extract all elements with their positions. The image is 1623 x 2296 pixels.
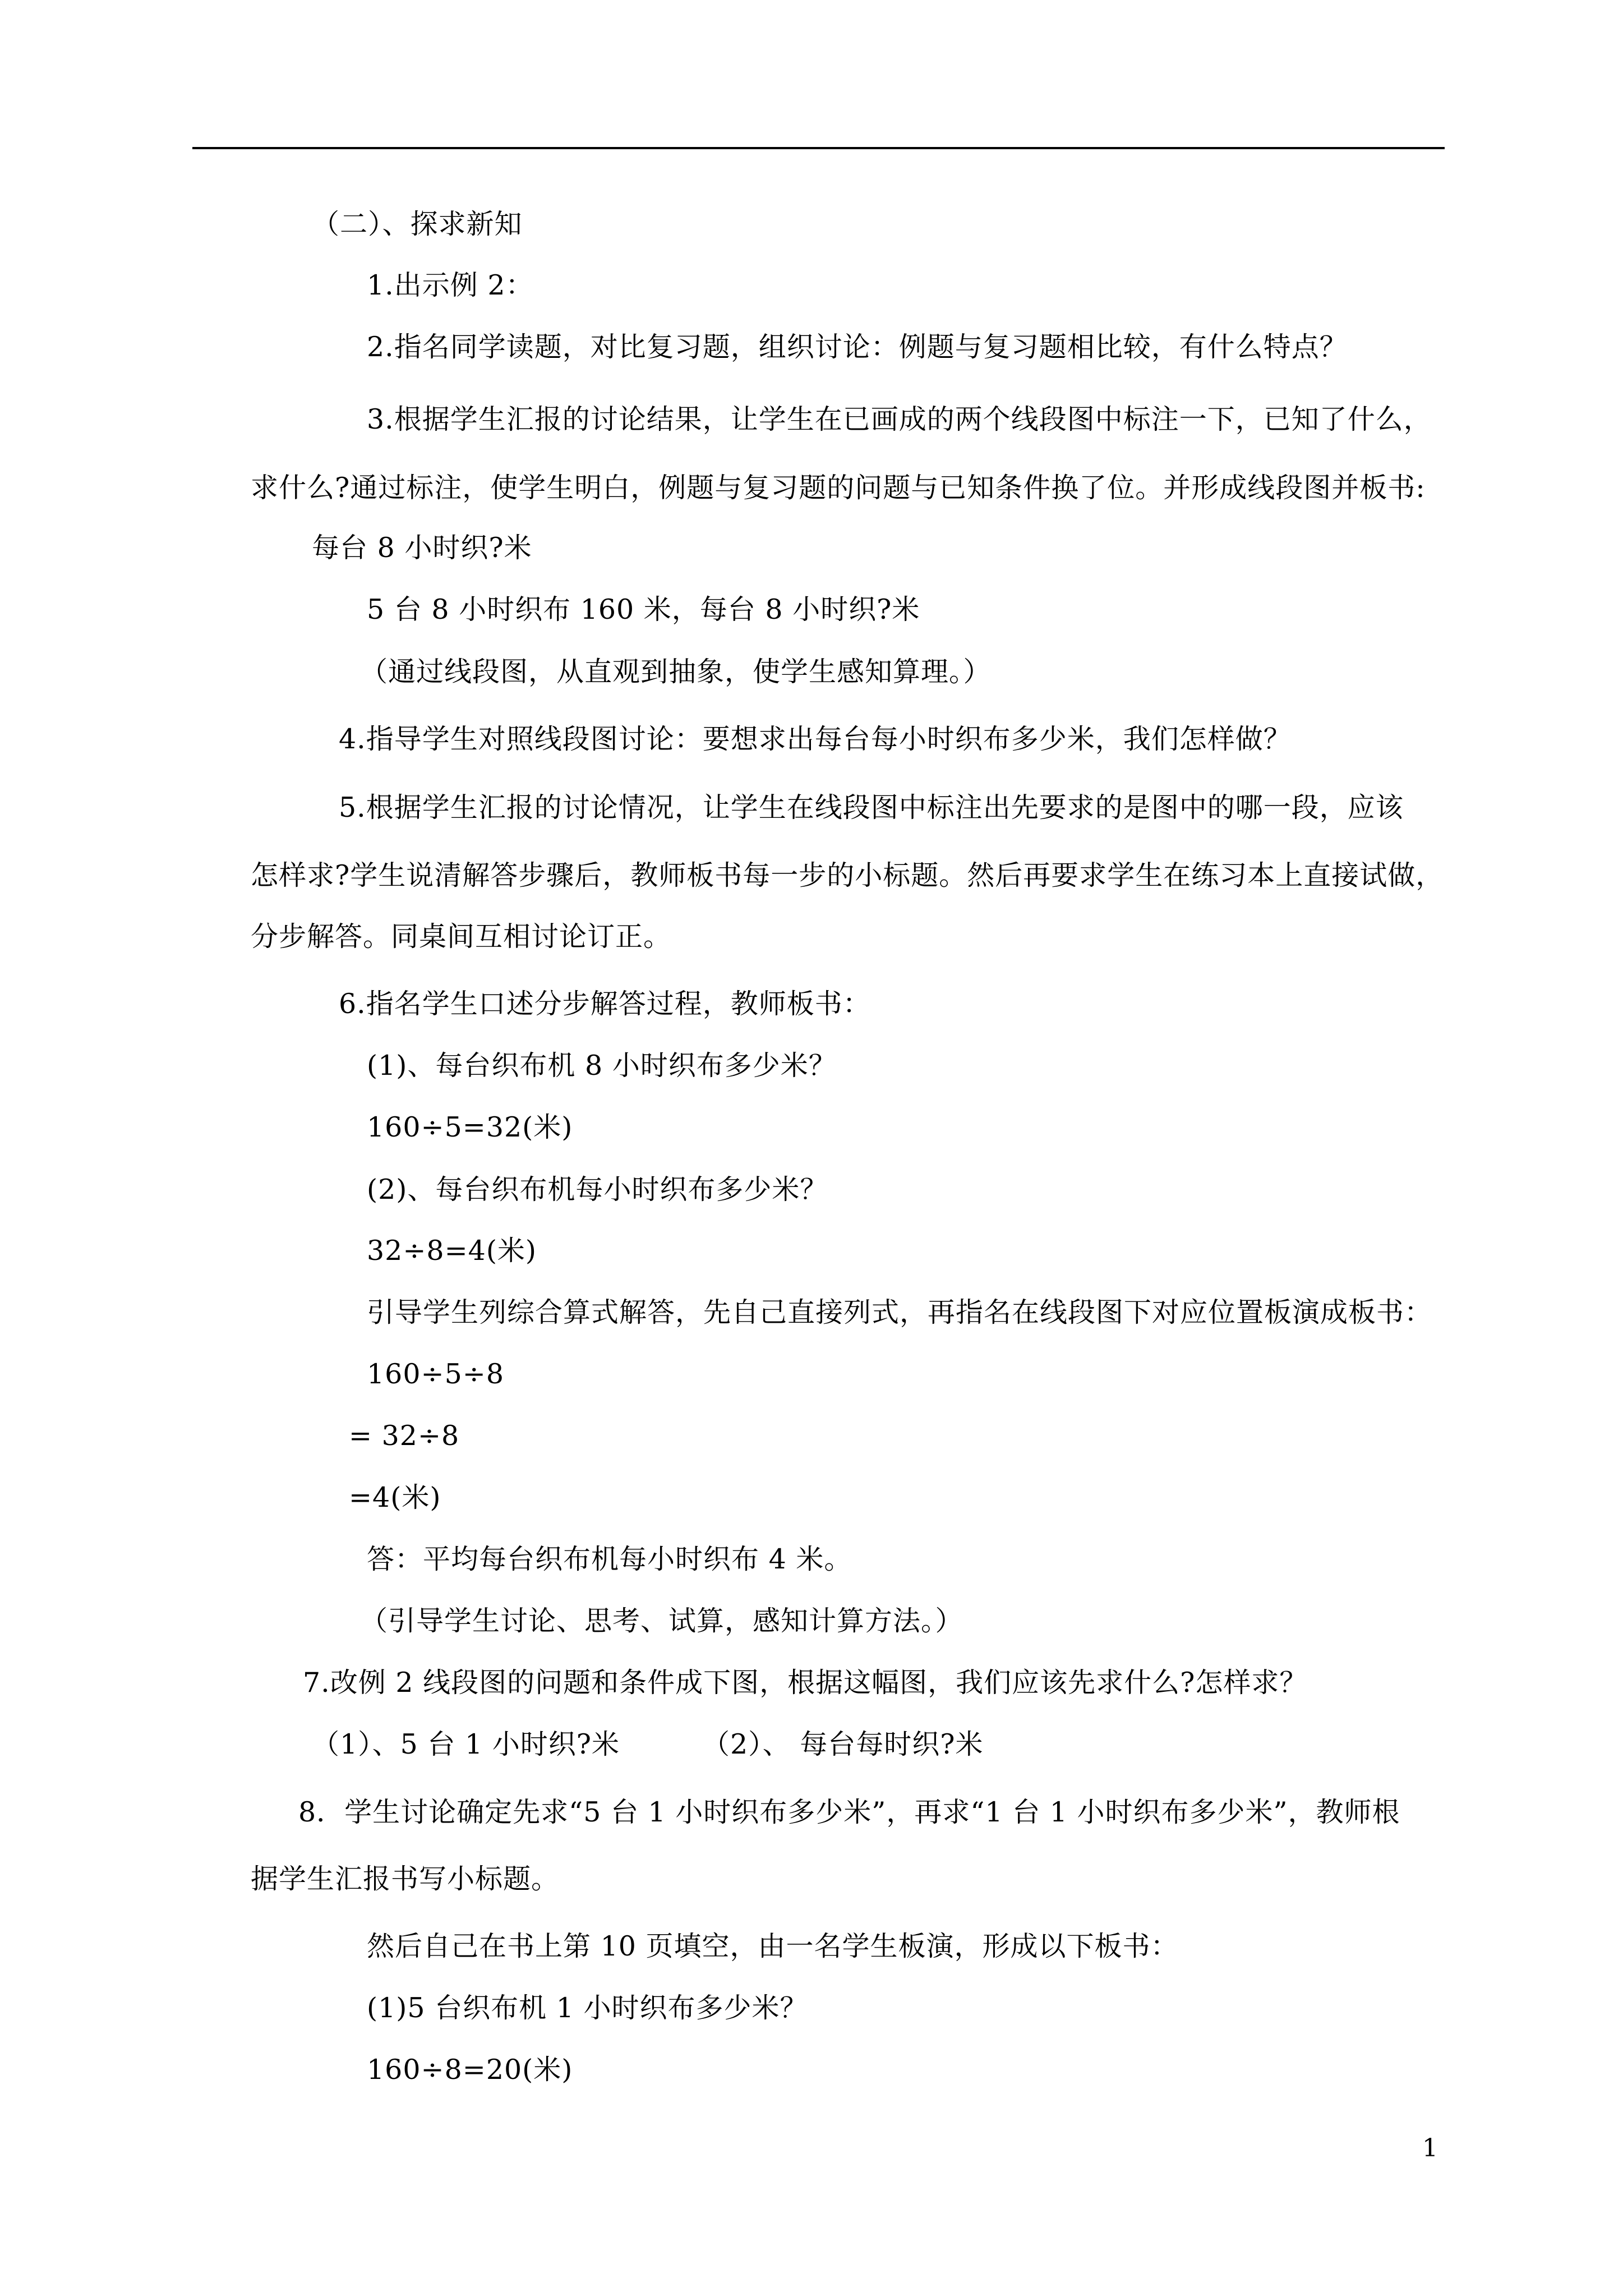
paragraph-line: 2.指名同学读题，对比复习题，组织讨论：例题与复习题相比较，有什么特点？: [367, 331, 1348, 363]
formula-line: =4(米): [349, 1481, 441, 1513]
formula-line: 160÷8=20(米): [367, 2054, 573, 2086]
paragraph-line: （引导学生讨论、思考、试算，感知计算方法。）: [360, 1605, 963, 1637]
paragraph-line: 3.根据学生汇报的讨论结果，让学生在已画成的两个线段图中标注一下，已知了什么，: [367, 403, 1432, 435]
paragraph-line: 据学生汇报书写小标题。: [251, 1863, 560, 1895]
page-number: 1: [1422, 2134, 1438, 2162]
paragraph-line: (1)、每台织布机 8 小时织布多少米？: [367, 1050, 837, 1082]
paragraph-line: 分步解答。同桌间互相讨论订正。: [251, 921, 672, 953]
paragraph-line: 7.改例 2 线段图的问题和条件成下图，根据这幅图，我们应该先求什么?怎样求？: [303, 1667, 1308, 1699]
answer-line: 答：平均每台织布机每小时织布 4 米。: [367, 1543, 852, 1575]
paragraph-line: 8．学生讨论确定先求“5 台 1 小时织布多少米”，再求“1 台 1 小时织布多少米”，教师根: [298, 1796, 1400, 1828]
section-heading: （二）、探求新知: [312, 208, 523, 240]
formula-line: 160÷5=32(米): [367, 1111, 573, 1143]
sub-question-1: （1）、5 台 1 小时织?米: [312, 1728, 620, 1760]
paragraph-line: 6.指名学生口述分步解答过程，教师板书：: [339, 988, 871, 1020]
paragraph-line: 5.根据学生汇报的讨论情况，让学生在线段图中标注出先要求的是图中的哪一段，应该: [339, 792, 1404, 823]
header-rule: [192, 147, 1445, 149]
formula-line: = 32÷8: [349, 1420, 460, 1452]
paragraph-line: (2)、每台织布机每小时织布多少米？: [367, 1174, 828, 1205]
paragraph-line: 引导学生列综合算式解答，先自己直接列式，再指名在线段图下对应位置板演成板书：: [367, 1296, 1433, 1328]
paragraph-line: 然后自己在书上第 10 页填空，由一名学生板演，形成以下板书：: [367, 1930, 1179, 1962]
paragraph-line: 5 台 8 小时织布 160 米，每台 8 小时织?米: [367, 593, 920, 625]
formula-line: 160÷5÷8: [367, 1358, 504, 1390]
paragraph-line: 求什么?通过标注，使学生明白，例题与复习题的问题与已知条件换了位。并形成线段图并板书:: [251, 472, 1426, 504]
paragraph-line: (1)5 台织布机 1 小时织布多少米？: [367, 1992, 808, 2024]
paragraph-line: 1.出示例 2：: [367, 269, 534, 301]
paragraph-line: 4.指导学生对照线段图讨论：要想求出每台每小时织布多少米，我们怎样做？: [339, 723, 1292, 755]
paragraph-line: （通过线段图，从直观到抽象，使学生感知算理。）: [360, 656, 992, 688]
paragraph-line: 每台 8 小时织?米: [312, 532, 532, 564]
sub-question-2: （2）、 每台每时织?米: [702, 1728, 984, 1760]
formula-line: 32÷8=4(米): [367, 1235, 537, 1267]
paragraph-line: 怎样求?学生说清解答步骤后，教师板书每一步的小标题。然后再要求学生在练习本上直接试做，: [251, 859, 1444, 891]
